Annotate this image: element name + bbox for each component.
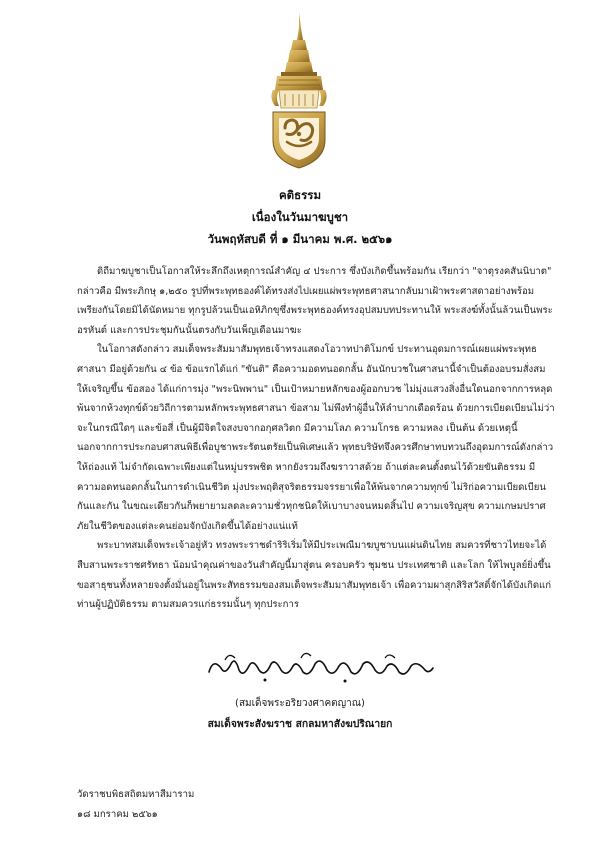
handwritten-signature: [205, 648, 437, 688]
paragraph-1: ดิถีมาฆบูชาเป็นโอกาสให้ระลึกถึงเหตุการณ์สำคัญ ๔ ประการ ซึ่งบังเกิดขึ้นพร้อมกัน เรียกว่า "จาตุรงคสันนิบาต" กล่าวคือ มีพระภิกษุ ๑,๒๕๐ รูปที่พระพุทธองค์ได้ทรงส่งไปเผยแผ่พระพุทธศาสนากลับมาเฝ้าพระศาสดาอย่างพร้อมเพรียงกันโดยมิได้นัดหมาย ทุกรูปล้วนเป็นเอหิภิกขุซึ่งพระพุทธองค์ทรงอุปสมบทประทานให้ พระสงฆ์ทั้งนั้นล้วนเป็นพระอรหันต์ และการประชุมกันนั้นตรงกับวันเพ็ญเดือนมาฆะ: [77, 266, 553, 336]
signature-block: [0, 694, 600, 734]
body-text: [77, 262, 555, 615]
document-heading: [0, 184, 600, 250]
heading-title: คติธรรม: [278, 188, 322, 202]
paragraph-3: พระบาทสมเด็จพระเจ้าอยู่หัว ทรงพระราชดำริริเริ่มให้มีประเพณีมาฆบูชาบนแผ่นดินไทย สมควรที่ชาวไทยจะได้สืบสานพระราชศรัทธา น้อมนำคุณค่าของวันสำคัญนี้มาสู่ตน ครอบครัว ชุมชน ประเทศชาติ และโลก ให้ไพบูลย์ยิ่งขึ้น ขอสาธุชนทั้งหลายจงตั้งมั่นอยู่ในพระสัทธรรมของสมเด็จพระสัมมาสัมพุทธเจ้า เพื่อความผาสุกสิริสวัสดิ์จักได้บังเกิดแก่ท่านผู้ปฏิบัติธรรม ตามสมควรแก่ธรรมนั้นๆ ทุกประการ: [77, 540, 552, 611]
document-footer: [77, 785, 194, 825]
paragraph-2: ในโอกาสดังกล่าว สมเด็จพระสัมมาสัมพุทธเจ้าทรงแสดงโอวาทปาติโมกข์ ประทานอุดมการณ์เผยแผ่พระพุทธศาสนา มีอยู่ด้วยกัน ๔ ข้อ ข้อแรกได้แก่ "ขันติ" คือความอดทนอดกลั้น อันนักบวชในศาสนานี้จำเป็นต้องอบรมสั่งสมให้เจริญขึ้น ข้อสอง ได้แก่การมุ่ง "พระนิพพาน" เป็นเป้าหมายหลักของผู้ออกบวช ไม่มุ่งแสวงสิ่งอื่นใดนอกจากการหลุดพ้นจากห้วงทุกข์ด้วยวิถีการตามหลักพระพุทธศาสนา ข้อสาม ไม่พึงทำผู้อื่นให้ลำบากเดือดร้อน ด้วยการเบียดเบียนไม่ว่าจะในกรณีใดๆ และข้อสี่ เป็นผู้มีจิตใจสงบจากอกุศลวิตก มีความโลภ ความโกรธ ความหลง เป็นต้น ด้วยเหตุนี้ นอกจากการประกอบศาสนพิธีเพื่อบูชาพระรัตนตรัยเป็นพิเศษแล้ว พุทธบริษัทจึงควรศึกษาทบทวนถึงอุดมการณ์ดังกล่าวให้ถ่องแท้ ไม่จำกัดเฉพาะเพียงแต่ในหมู่บรรพชิต หากยังรวมถึงฆราวาสด้วย ถ้าแต่ละคนตั้งตนไว้ด้วยขันติธรรม มีความอดทนอดกลั้นในการดำเนินชีวิต มุ่งประพฤติสุจริตธรรมจรรยาเพื่อให้พ้นจากความทุกข์ ไม่ริก่อความเบียดเบียนกันและกัน ในขณะเดียวกันก็พยายามลดละความชั่วทุกชนิดให้เบาบางจนหมดสิ้นไป ความเจริญสุข ความเกษมปราศภัยในชีวิตของแต่ละคนย่อมจักบังเกิดขึ้นได้อย่างแน่แท้: [77, 344, 555, 532]
heading-date: วันพฤหัสบดี ที่ ๑ มีนาคม พ.ศ. ๒๕๖๑: [207, 232, 393, 246]
royal-emblem-icon: [263, 10, 335, 172]
signatory-personal-title: (สมเด็จพระอริยวงศาคตญาณ): [235, 698, 365, 709]
footer-date: ๑๘ มกราคม ๒๕๖๑: [77, 809, 158, 820]
footer-place: วัดราชบพิธสถิตมหาสีมาราม: [77, 789, 195, 800]
signatory-position: สมเด็จพระสังฆราช สกลมหาสังฆปริณายก: [207, 718, 393, 730]
heading-occasion: เนื่องในวันมาฆบูชา: [251, 210, 349, 224]
